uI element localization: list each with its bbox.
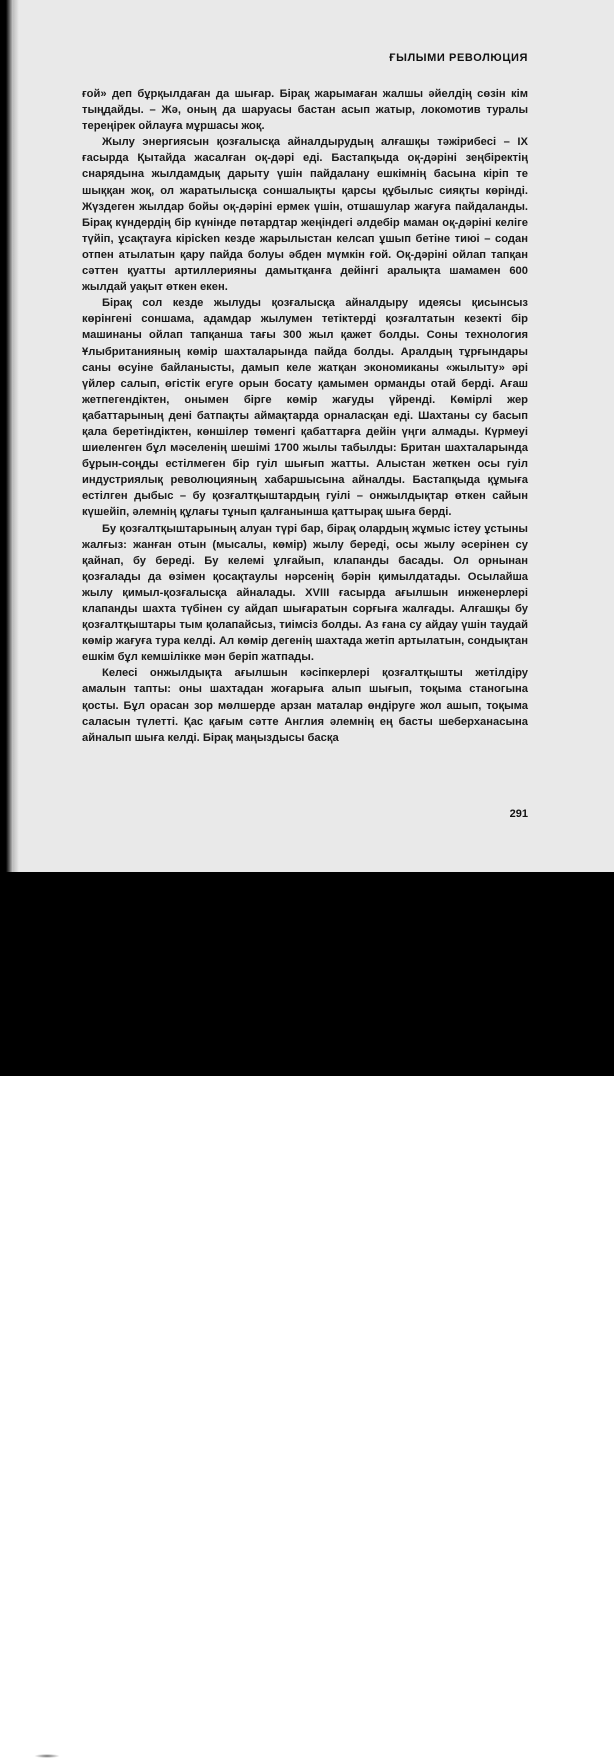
- book-spine-shadow: [0, 0, 13, 872]
- scanner-background: [0, 872, 614, 1076]
- paragraph-2: Жылу энергиясын қозғалысқа айналдырудың алғашқы тәжірибесі – IX ғасырда Қытайда жасалған оқ-дәрі еді. Бастапқыда оқ-дәріні зеңбіректің снарядына жылдамдық дарыту үшін пайдалану ешкімнің басына кіріп те шыққан жоқ, ол жаратылысқа соншалықты қарсы құбылыс сияқты көрінді. Жүздеген жылдар бойы оқ-дәріні ермек үшін, отшашулар жағуға пайдаланды. Бірақ күндердің бір күнінде пөтардтар жеңіндегі әлдебір маман оқ-дәріні келіге түйіп, ұсақтауға кірісken кезде жарылыстан келсап ұшып бетіне тиюі – содан отпен атылатын қару пайда болуы әбден мүмкін ғой. Оқ-дәріні ойлап тапқан сәттен қуатты артиллерияны дамытқанға дейінгі аралықта шамамен 600 жылдай уақыт өткен екен.: [82, 136, 528, 294]
- running-header: ҒЫЛЫМИ РЕВОЛЮЦИЯ: [389, 52, 528, 64]
- body-text: [82, 86, 528, 746]
- paragraph-5: Келесі онжылдықта ағылшын кәсіпкерлері қозғалтқышты жетілдіру амалын тапты: оны шахтадан жоғарыға алып шығып, тоқыма станогына қосты. Бұл орасан зор мөлшерде арзан маталар өндіруге жол ашып, тоқыма саласын түлетті. Қас қағым сәтте Англия әлемнің ең басты шеберханасына айналып шыға келді. Бірақ маңыздысы басқа: [82, 667, 528, 744]
- book-page: [0, 0, 614, 872]
- paragraph-4: Бу қозғалтқыштарының алуан түрі бар, бірақ олардың жұмыс істеу ұстыны жалғыз: жанған отын (мысалы, көмір) жылу береді, осы жылу әсерінен су қайнап, бу береді. Бу келемі ұлғайып, клапанды басады. Ол орнынан қозғалады да өзімен қосақтаулы нәрсенің бәрін қимылдатады. Осылайша жылу қимыл-қозғалысқа айналады. XVIII ғасырда ағылшын инженерлері клапанды шахта түбінен су айдап шығаратын сорғыға жалғады. Алғашқы бу қозғалтқыштары тым қолапайсыз, тиімсіз болды. Аз ғана су айдау үшін таудай көмір жағуға тура келді. Ал көмір дегенің шахтада жетіп артылатын, сондықтан ешкім бұл кемшілікке мән беріп жатпады.: [82, 522, 528, 664]
- paragraph-3: Бірақ сол кезде жылуды қозғалысқа айналдыру идеясы қисынсыз көрінгені соншама, адамдар жылумен тетіктерді қозғалтатын кезекті бір машинаны ойлап тапқанша тағы 300 жыл қажет болды. Соны технология Ұлыбританияның көмір шахталарында пайда болды. Аралдың тұрғындары саны өсуіне байланысты, дамып келе жатқан экономиканы «жылыту» әрі үйлер салып, өгістік егуге орын босату қамымен орманды отай берді. Ағаш жетпегендіктен, онымен бірге көмір жағуды үйренді. Көмірлі жер қабаттарының дені батпақты аймақтарда орналасқан еді. Шахтаны су басып қала беретіндіктен, көншілер төменгі қабаттарға дейін үңги алмады. Күрмеуі шиеленген бұл мәселенің шешімі 1700 жылы табылды: Британ шахталарында бұрын-соңды естілмеген бір гуіл шығып жатты. Алыстан жеткен осы гуіл индустриялық революцияның хабаршысына айналды. Бастапқыда құмыға естілген дыбыс – бу қозғалтқыштардың гуілі – онжылдықтар өткен сайын күшейіп, әлемнің құлағы тұнып қалғанынша қаттырақ шыға берді.: [82, 297, 528, 519]
- gutter-shading: [13, 0, 19, 872]
- page-number: 291: [509, 808, 528, 820]
- scan-artifact: [34, 1754, 60, 1758]
- paragraph-1: ғой» деп бұрқылдаған да шығар. Бірақ жарымаған жалшы әйелдің сөзін кім тыңдайды. – Жә, оның да шаруасы бастан асып жатыр, локомотив туралы тереңірек ойлауға мұршасы жоқ.: [82, 88, 528, 133]
